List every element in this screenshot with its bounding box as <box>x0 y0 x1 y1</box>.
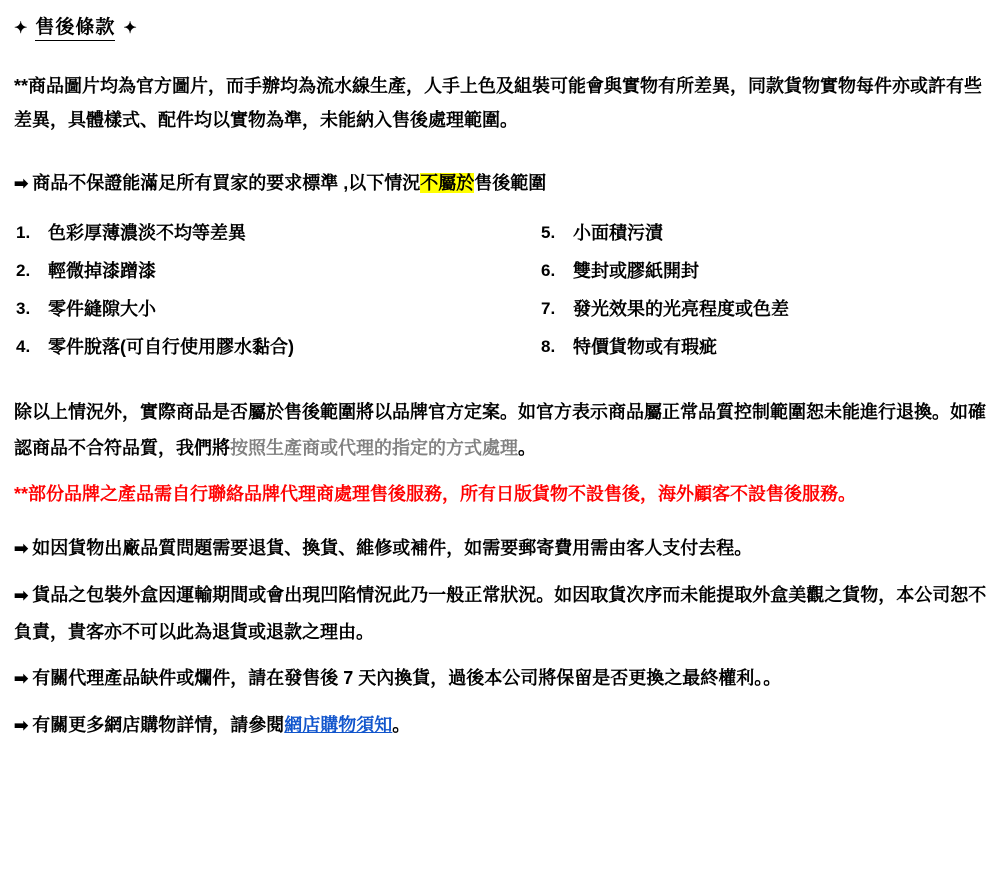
list-item <box>541 328 988 366</box>
page-title <box>14 12 988 41</box>
list-item-label: 特價貨物或有瑕疵 <box>573 337 717 357</box>
policy-paragraph-part1: 除以上情況外，實際商品是否屬於售後範圍將以品牌官方定案。如官方表示商品屬正常品質控制範圍恕未能進行退換。如確認商品不合符品質，我們將 <box>14 402 986 458</box>
spacer <box>14 366 988 394</box>
spacer <box>14 512 988 530</box>
list-item-label: 小面積污漬 <box>573 223 663 243</box>
arrow-icon: ➡ <box>14 539 29 558</box>
exclusions-list <box>14 214 988 366</box>
list-item-number: 3. <box>16 299 31 318</box>
bullet-item-2 <box>14 577 988 650</box>
policy-paragraph-grey: 按照生產商或代理的指定的方式處理 <box>230 438 518 458</box>
shop-guide-link[interactable]: 網店購物須知 <box>284 715 393 735</box>
arrow-icon: ➡ <box>14 174 29 193</box>
bullet-item-4 <box>14 707 988 744</box>
spacer <box>14 697 988 707</box>
list-item-number: 2. <box>16 261 31 280</box>
spacer <box>14 41 988 69</box>
list-item <box>16 214 501 252</box>
list-item-number: 4. <box>16 337 31 356</box>
red-notice: **部份品牌之產品需自行聯絡品牌代理商處理售後服務，所有日版貨物不設售後，海外顧客不設售後服務。 <box>14 484 857 504</box>
exclusions-column-left <box>14 214 501 366</box>
arrow-icon: ➡ <box>14 669 29 688</box>
policy-paragraph-part2: 。 <box>518 438 536 458</box>
bullet-item-4-label: 有關更多網店購物詳情，請參閱 <box>32 715 285 735</box>
list-item <box>541 252 988 290</box>
spacer <box>14 650 988 660</box>
spacer <box>14 567 988 577</box>
list-item <box>541 290 988 328</box>
page-title-text: 售後條款 <box>35 12 115 41</box>
bullet-item-3 <box>14 660 988 697</box>
scope-heading-after: 售後範圍 <box>474 173 547 193</box>
scope-heading <box>14 165 988 202</box>
list-item-number: 8. <box>541 337 556 356</box>
arrow-icon: ➡ <box>14 716 29 735</box>
star-icon-right: ✦ <box>123 20 137 37</box>
arrow-icon: ➡ <box>14 586 29 605</box>
list-item-label: 零件縫隙大小 <box>48 299 156 319</box>
bullet-item-1 <box>14 530 988 567</box>
list-item <box>16 252 501 290</box>
intro-paragraph: **商品圖片均為官方圖片，而手辦均為流水線生產，人手上色及組裝可能會與實物有所差異，同款貨物實物每件亦或許有些差異，具體樣式、配件均以實物為準，未能納入售後處理範圍。 <box>14 76 983 130</box>
list-item <box>541 214 988 252</box>
list-item-label: 零件脫落(可自行使用膠水黏合) <box>48 337 294 357</box>
bullet-item-3-label: 有關代理產品缺件或爛件，請在發售後 7 天內換貨，過後本公司將保留是否更換之最終權利。。 <box>32 668 782 688</box>
list-item-number: 1. <box>16 223 31 242</box>
policy-paragraph <box>14 394 988 466</box>
scope-heading-before: 商品不保證能滿足所有買家的要求標準 ,以下情況 <box>32 173 421 193</box>
spacer <box>14 466 988 476</box>
list-item-label: 雙封或膠紙開封 <box>573 261 699 281</box>
star-icon-left: ✦ <box>14 20 28 37</box>
bullet-item-2-label: 貨品之包裝外盒因運輸期間或會出現凹陷情況此乃一般正常狀況。如因取貨次序而未能提取外盒美觀之貨物，本公司恕不負責，貴客亦不可以此為退貨或退款之理由。 <box>14 585 987 642</box>
exclusions-column-right <box>501 214 988 366</box>
list-item-number: 6. <box>541 261 556 280</box>
scope-heading-highlight: 不屬於 <box>420 173 475 193</box>
list-item-label: 色彩厚薄濃淡不均等差異 <box>48 223 246 243</box>
list-item-label: 輕微掉漆蹭漆 <box>48 261 156 281</box>
list-item-label: 發光效果的光亮程度或色差 <box>573 299 789 319</box>
bullet-item-1-label: 如因貨物出廠品質問題需要退貨、換貨、維修或補件，如需要郵寄費用需由客人支付去程。 <box>32 538 753 558</box>
list-item-number: 5. <box>541 223 556 242</box>
spacer <box>14 137 988 165</box>
list-item <box>16 328 501 366</box>
list-item <box>16 290 501 328</box>
bullet-item-4-suffix: 。 <box>392 715 411 735</box>
list-item-number: 7. <box>541 299 556 318</box>
